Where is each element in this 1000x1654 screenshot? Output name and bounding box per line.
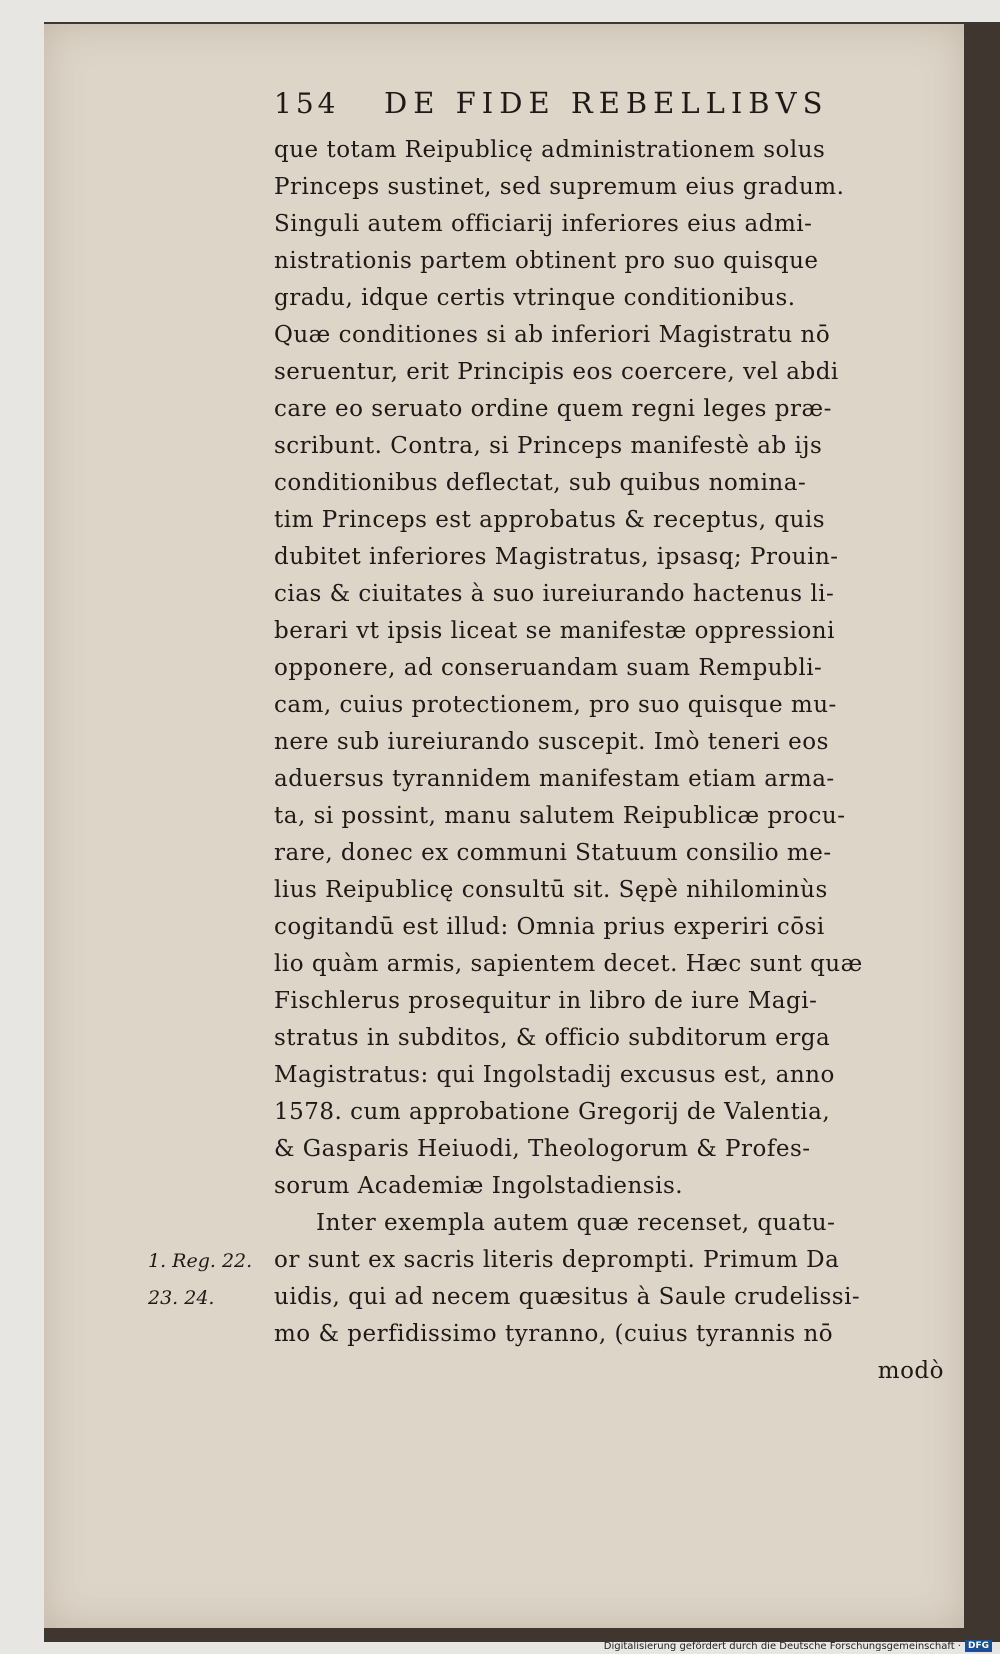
text-line: or sunt ex sacris literis deprompti. Primum Da (274, 1247, 840, 1273)
text-line: dubitet inferiores Magistratus, ipsasq; Prouin- (274, 544, 839, 570)
text-line: Fischlerus prosequitur in libro de iure Magi- (274, 988, 818, 1014)
body-text (274, 132, 944, 1390)
text-line: rare, donec ex communi Statuum consilio me- (274, 840, 832, 866)
text-line: Singuli autem officiarij inferiores eius admi- (274, 211, 813, 237)
page-number: 154 (274, 87, 340, 120)
running-title: DE FIDE REBELLIBVS (384, 86, 829, 120)
text-line: cogitandū est illud: Omnia prius experiri cōsi (274, 914, 825, 940)
text-line: Quæ conditiones si ab inferiori Magistratu nō (274, 322, 831, 348)
book-page (44, 24, 964, 1628)
margin-note-reference: 1. Reg. 22. (148, 1250, 253, 1272)
text-line: cias & ciuitates à suo iureiurando hactenus li- (274, 581, 835, 607)
text-line: Princeps sustinet, sed supremum eius gradum. (274, 174, 845, 200)
margin-note-reference: 23. 24. (148, 1287, 215, 1309)
dfg-logo: DFG (965, 1640, 992, 1652)
text-line: ta, si possint, manu salutem Reipublicæ procu- (274, 803, 846, 829)
text-line: seruentur, erit Principis eos coercere, vel abdi (274, 359, 839, 385)
text-line: uidis, qui ad necem quæsitus à Saule crudelissi- (274, 1284, 861, 1310)
catchword: modò (877, 1358, 944, 1384)
text-line: Magistratus: qui Ingolstadij excusus est, anno (274, 1062, 835, 1088)
text-line: 1578. cum approbatione Gregorij de Valentia, (274, 1099, 831, 1125)
running-head (274, 86, 944, 132)
footer-credit: Digitalisierung gefördert durch die Deutsche Forschungsgemeinschaft · (603, 1640, 961, 1652)
text-line: aduersus tyrannidem manifestam etiam arma- (274, 766, 835, 792)
text-line: gradu, idque certis vtrinque conditionibus. (274, 285, 796, 311)
text-line: sorum Academiæ Ingolstadiensis. (274, 1173, 684, 1199)
text-line: care eo seruato ordine quem regni leges præ- (274, 396, 832, 422)
text-line: & Gasparis Heiuodi, Theologorum & Profes- (274, 1136, 811, 1162)
text-line: nistrationis partem obtinent pro suo quisque (274, 248, 819, 274)
text-line: tim Princeps est approbatus & receptus, quis (274, 507, 826, 533)
text-line: nere sub iureiurando suscepit. Imò teneri eos (274, 729, 829, 755)
digitization-footer (604, 1640, 992, 1652)
text-line: scribunt. Contra, si Princeps manifestè ab ijs (274, 433, 823, 459)
text-line: conditionibus deflectat, sub quibus nomina- (274, 470, 807, 496)
text-line: lio quàm armis, sapientem decet. Hæc sunt quæ (274, 951, 863, 977)
text-line: lius Reipublicę consultū sit. Sępè nihilominùs (274, 877, 828, 903)
text-line: que totam Reipublicę administrationem solus (274, 137, 826, 163)
paragraph-start-line: Inter exempla autem quæ recenset, quatu- (316, 1210, 836, 1236)
text-line: opponere, ad conseruandam suam Rempubli- (274, 655, 823, 681)
text-line: mo & perfidissimo tyranno, (cuius tyrannis nō (274, 1321, 834, 1347)
text-line: stratus in subditos, & officio subditorum erga (274, 1025, 831, 1051)
text-line: cam, cuius protectionem, pro suo quisque mu- (274, 692, 837, 718)
text-line: berari vt ipsis liceat se manifestæ oppressioni (274, 618, 835, 644)
text-block (274, 86, 944, 1390)
